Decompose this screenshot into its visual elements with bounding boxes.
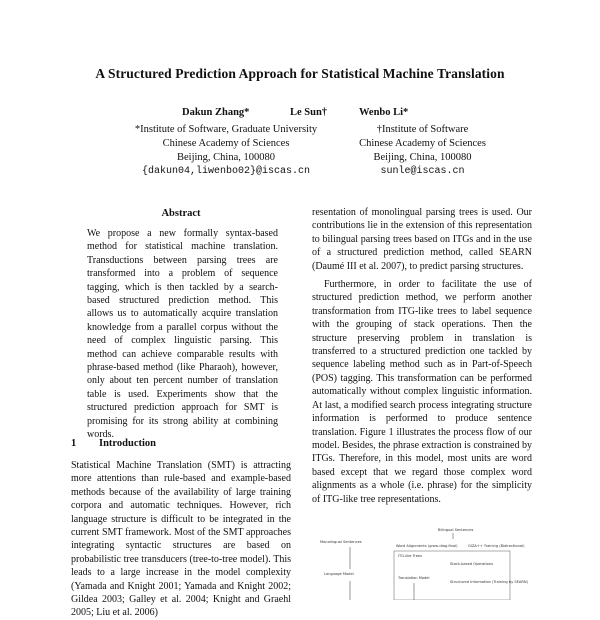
affiliation-left	[96, 123, 356, 179]
fig-word-alignments: Word Alignments (grow-diag-final)	[396, 544, 458, 548]
affiliation-left-line1: *Institute of Software, Graduate University	[134, 124, 318, 135]
author-wenbo-li: Wenbo Li*	[359, 107, 409, 118]
flow-diagram	[318, 525, 532, 600]
affiliation-right-line3: Beijing, China, 100080	[373, 152, 472, 163]
affiliation-left-line2: Chinese Academy of Sciences	[162, 138, 290, 149]
abstract-heading: Abstract	[161, 208, 201, 219]
section-title: Introduction	[99, 438, 156, 449]
fig-monolingual-sentences: Monolingual Sentences	[320, 540, 362, 544]
fig-itg-like-trees: ITG-like Trees	[398, 554, 422, 558]
paper-title: A Structured Prediction Approach for Statistical Machine Translation	[95, 66, 505, 81]
right-column	[312, 206, 532, 506]
fig-giza-training: GIZA++ Training (Bidirectional)	[468, 544, 525, 548]
affiliation-right	[340, 123, 505, 179]
author-dakun-zhang: Dakun Zhang*	[182, 107, 250, 118]
right-column-para1: resentation of monolingual parsing trees is used. Our contributions lie in the extension of this representation to bilingual parsing trees based on ITGs and in the use of a structured prediction method, called SEARN (Daumé III et al. 2007), to predict parsing structures.	[312, 207, 532, 272]
affiliation-left-email: {dakun04,liwenbo02}@iscas.cn	[141, 166, 311, 177]
right-column-para2: Furthermore, in order to facilitate the use of structured prediction method, we perform another transformation from ITG-like trees to label sequence with the grouping of stack operations. Then the structure preserving problem in translation is transferred to a structured prediction one tackled by sequence labeling method such as in Part-of-Speech (POS) tagging. This transformation can be performed automatically without complex linguistic information. At last, a modified search process integrating structure information is performed to produce sentence translation. Figure 1 illustrates the process flow of our model. Besides, the phrase extraction is constrained by ITGs. Therefore, in this model, most units are word based except that we regard those complex word alignments as a whole (i.e. phrase) for the simplicity of ITG-like tree representations.	[312, 279, 532, 505]
affiliation-right-line2: Chinese Academy of Sciences	[359, 138, 486, 149]
fig-bilingual-sentences: Bilingual Sentences	[438, 528, 474, 532]
section-heading-introduction	[71, 438, 156, 449]
figure-process-flow	[318, 525, 532, 600]
affiliation-left-line3: Beijing, China, 100080	[177, 152, 275, 163]
fig-language-model: Language Model	[324, 572, 354, 576]
section-number: 1	[71, 438, 77, 449]
introduction-text: Statistical Machine Translation (SMT) is attracting more attentions than rule-based and example-based methods because of the availability of large training corpora and automatic techniques. However, rich language structure is difficult to be integrated in the current SMT framework. Most of the SMT approaches integrating syntactic structures are based on probabilistic tree transducers (tree-to-tree model). This leads to a large increase in the model complexity (Yamada and Knight 2001; Yamada and Knight 2002; Gildea 2003; Galley et al. 2004; Knight and Graehl 2005; Liu et al. 2006)	[71, 460, 291, 619]
affiliation-right-line1: †Institute of Software	[376, 124, 469, 135]
abstract-text: We propose a new formally syntax-based method for statistical machine translation. Transductions between parsing trees are transformed into a problem of sequence tagging, which is then tackled by a search-based structured prediction method. This allows us to automatically acquire translation knowledge from a parallel corpus without the need of complex linguistic parsing. This method can achieve comparable results with phrase-based method (like Pharaoh), however, only about ten percent number of translation table is used. Experiments show that the structured prediction approach for SMT is promising for its strong ability at combining words.	[87, 228, 278, 441]
author-le-sun: Le Sun†	[290, 107, 328, 118]
fig-stack-operations: Stack-based Operations	[450, 562, 493, 566]
fig-translation-model: Translation Model	[398, 576, 430, 580]
fig-structure-information: Structured Information (Training by SEARN)	[450, 580, 528, 584]
affiliation-right-email: sunle@iscas.cn	[380, 166, 465, 177]
